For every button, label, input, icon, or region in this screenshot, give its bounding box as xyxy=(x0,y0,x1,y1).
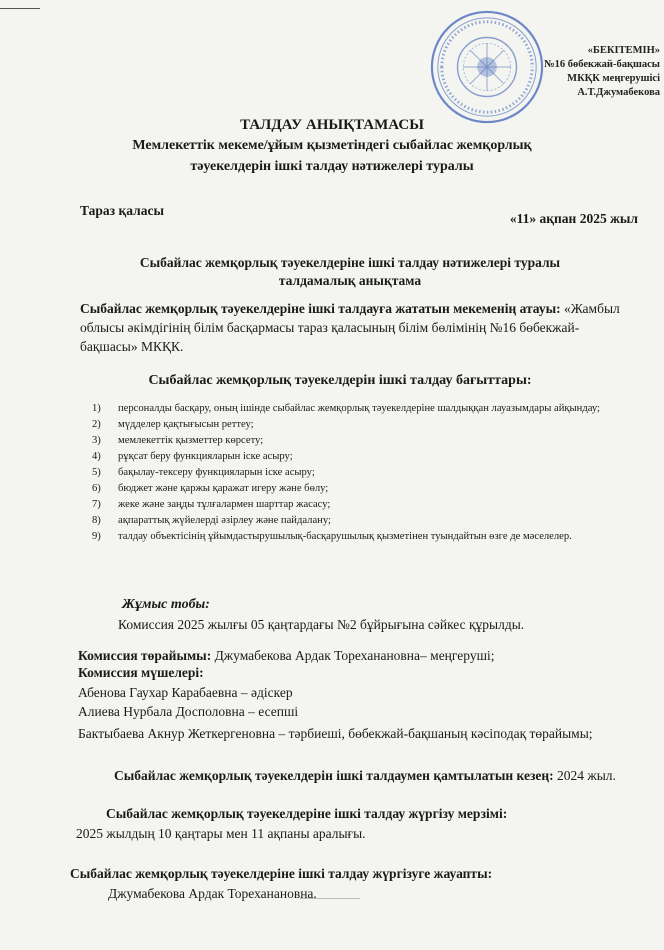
approval-line: МКҚК меңгерушісі xyxy=(567,73,660,84)
member: Алиева Нурбала Досполовна – есепші xyxy=(78,704,299,719)
list-item xyxy=(92,417,632,433)
list-item-number: 8) xyxy=(92,515,101,526)
list-item-number: 9) xyxy=(92,531,101,542)
section-title: Сыбайлас жемқорлық тәуекелдеріне ішкі талдау нәтижелері туралы xyxy=(139,255,561,270)
list-item-text: талдау объектісінің ұйымдастырушылық-басқарушылық қызметінен туындайтын өзге де мәселелер. xyxy=(118,531,572,542)
term-value: 2025 жылдың 10 қаңтары мен 11 ақпаны аралығы. xyxy=(76,826,366,841)
directions-heading: Сыбайлас жемқорлық тәуекелдерін ішкі талдау бағыттары: xyxy=(148,373,532,388)
members-heading: Комиссия мүшелері: xyxy=(78,665,204,680)
list-item-number: 4) xyxy=(92,451,101,462)
list-item xyxy=(92,529,632,545)
list-item-number: 1) xyxy=(92,403,101,414)
list-item xyxy=(92,465,632,481)
list-item-text: мүдделер қақтығысын реттеу; xyxy=(118,419,254,430)
list-item-text: жеке және заңды тұлғалармен шарттар жасасу; xyxy=(118,499,331,510)
list-item xyxy=(92,433,632,449)
analysis-period xyxy=(78,766,638,785)
document-title: ТАЛДАУ АНЫҚТАМАСЫ xyxy=(240,117,424,133)
top-rule xyxy=(0,8,40,9)
member: Абенова Гаухар Карабаевна – әдіскер xyxy=(78,685,293,700)
list-item-text: бақылау-тексеру функцияларын іске асыру; xyxy=(118,467,315,478)
approval-line: №16 бөбекжай-бақшасы xyxy=(544,59,660,70)
list-item xyxy=(92,449,632,465)
document-subtitle: Мемлекеттік мекеме/ұйым қызметіндегі сыбайлас жемқорлық xyxy=(132,138,532,153)
document-subtitle: тәуекелдерін ішкі талдау нәтижелері туралы xyxy=(190,159,474,174)
list-item-text: мемлекеттік қызметтер көрсету; xyxy=(118,435,264,446)
commission-chair xyxy=(78,647,648,665)
working-group-text: Комиссия 2025 жылғы 05 қаңтардағы №2 бұйрығына сәйкес құрылды. xyxy=(118,617,525,632)
chair-label: Комиссия төрайымы: xyxy=(78,648,212,663)
section-title: талдамалық анықтама xyxy=(278,273,422,288)
responsible-value: Джумабекова Ардак Тореханановна. xyxy=(108,886,317,901)
approval-signatory: А.Т.Джумабекова xyxy=(577,87,660,98)
term-label: Сыбайлас жемқорлық тәуекелдеріне ішкі талдау жүргізу мерзімі: xyxy=(106,806,508,821)
organization-label: Сыбайлас жемқорлық тәуекелдеріне ішкі талдауға жататын мекеменің атауы: xyxy=(80,301,561,316)
list-item-number: 3) xyxy=(92,435,101,446)
list-item xyxy=(92,513,632,529)
list-item-number: 2) xyxy=(92,419,101,430)
period-label: Сыбайлас жемқорлық тәуекелдерін ішкі талдаумен қамтылатын кезең: xyxy=(114,768,554,783)
organization-value: «Жамбыл облысы әкімдігінің білім басқармасы тараз қаласының білім бөлімінің №16 бөбекжай-бақшасы» МКҚК. xyxy=(80,301,620,354)
list-item-text: бюджет және қаржы қаражат игеру және бөлу; xyxy=(118,483,329,494)
list-item-text: персоналды басқару, оның ішінде сыбайлас жемқорлық тәуекелдеріне шалдыққан лауазымдары айқындау; xyxy=(118,403,600,414)
list-item-text: рұқсат беру функцияларын іске асыру; xyxy=(118,451,293,462)
list-item-number: 6) xyxy=(92,483,101,494)
directions-list xyxy=(92,401,632,545)
chair-value: Джумабекова Ардак Тореханановна– меңгеруші; xyxy=(211,648,495,663)
working-group-heading: Жұмыс тобы: xyxy=(122,597,210,612)
approval-block xyxy=(500,44,660,100)
signature-line xyxy=(300,898,360,899)
list-item xyxy=(92,497,632,513)
period-value: 2024 жыл. xyxy=(553,768,616,783)
list-item-text: ақпараттық жүйелерді әзірлеу және пайдалану; xyxy=(118,515,331,526)
member: Бактыбаева Акнур Жеткергеновна – тәрбиеші, бөбекжай-бақшаның кәсіподақ төрайымы; xyxy=(78,726,593,741)
list-item-number: 7) xyxy=(92,499,101,510)
list-item xyxy=(92,401,632,417)
document-date: «11» ақпан 2025 жыл xyxy=(509,211,638,226)
place: Тараз қаласы xyxy=(80,203,164,218)
responsible-label: Сыбайлас жемқорлық тәуекелдеріне ішкі талдау жүргізуге жауапты: xyxy=(70,866,493,881)
approval-line: «БЕКІТЕМІН» xyxy=(587,45,660,56)
organization-paragraph xyxy=(80,299,636,356)
list-item xyxy=(92,481,632,497)
list-item-number: 5) xyxy=(92,467,101,478)
